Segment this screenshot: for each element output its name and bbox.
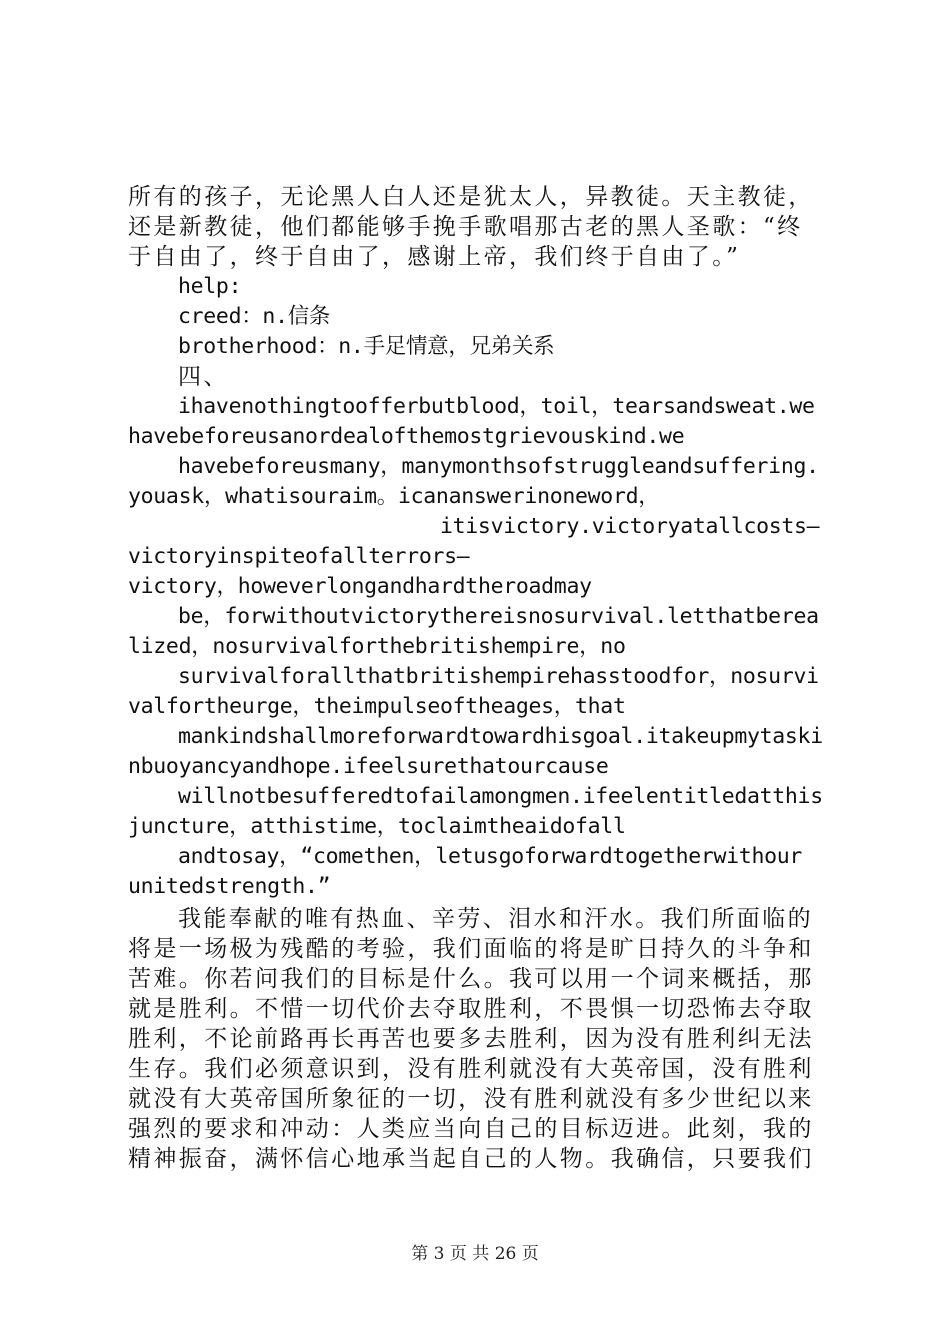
text-line: brotherhood：n.手足情意，兄弟关系 [178,334,555,359]
page-number-footer: 第 3 页 共 26 页 [411,1244,539,1264]
text-line: ihavenothingtoofferbutblood，toil，tearsandsweat.we [178,394,815,419]
text-line: 就没有大英帝国所象征的一切，没有胜利就没有多少世纪以来 [128,1086,814,1112]
text-line: 我能奉献的唯有热血、辛劳、泪水和汗水。我们所面临的 [178,906,813,932]
text-line: havebeforeusanordealofthemostgrievouskind.we [128,424,685,449]
section-heading: 四、 [178,364,229,390]
text-line: 胜利，不论前路再长再苦也要多去胜利，因为没有胜利纠无法 [128,1026,814,1052]
text-line: youask，whatisouraim。icananswerinoneword， [128,484,660,509]
text-line: valfortheurge，theimpulseoftheages，that [128,694,626,719]
text-line: 生存。我们必须意识到，没有胜利就没有大英帝国，没有胜利 [128,1056,814,1082]
text-line: 强烈的要求和冲动：人类应当向自己的目标迈进。此刻，我的 [128,1116,814,1142]
text-line: itisvictory.victoryatallcosts— [440,514,820,539]
text-line: unitedstrength.” [128,874,331,899]
text-line: 将是一场极为残酷的考验，我们面临的将是旷日持久的斗争和 [128,936,814,962]
text-line: nbuoyancyandhope.ifeelsurethatourcause [128,754,609,779]
text-line: 精神振奋，满怀信心地承当起自己的人物。我确信，只要我们 [128,1146,814,1172]
text-line: willnotbesufferedtofailamongmen.ifeelentitledatthis [178,784,823,809]
text-line: 于自由了，终于自由了，感谢上帝，我们终于自由了。” [128,244,741,270]
text-line: 就是胜利。不惜一切代价去夺取胜利，不畏惧一切恐怖去夺取 [128,996,814,1022]
text-line: victoryinspiteofallterrors— [128,544,470,569]
text-line: havebeforeusmany，manymonthsofstruggleandsuffering. [178,454,819,479]
text-line: 所有的孩子，无论黑人白人还是犹太人，异教徒。天主教徒， [128,184,814,210]
text-line: juncture，atthistime，toclaimtheaidofall [128,814,626,839]
text-line: victory，howeverlongandhardtheroadmay [128,574,592,599]
text-line: help: [178,274,242,299]
text-line: survivalforallthatbritishempirehasstoodfor，nosurvi [178,664,819,689]
text-line: 还是新教徒，他们都能够手挽手歌唱那古老的黑人圣歌：“终 [128,214,803,240]
text-line: andtosay，“comethen，letusgoforwardtogetherwithour [178,844,803,869]
text-line: lized，nosurvivalforthebritishempire，no [128,634,626,659]
text-line: 苦难。你若问我们的目标是什么。我可以用一个词来概括，那 [128,966,814,992]
text-line: creed：n.信条 [178,304,331,329]
text-line: be，forwithoutvictorythereisnosurvival.letthatberea [178,604,819,629]
text-line: mankindshallmoreforwardtowardhisgoal.itakeupmytaski [178,724,823,749]
